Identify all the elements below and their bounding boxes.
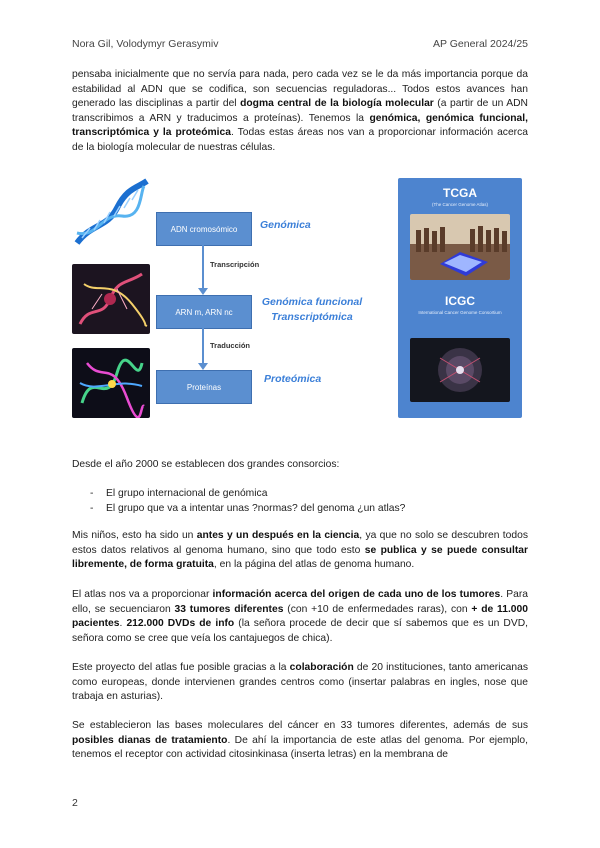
- consortia-panel: [398, 178, 522, 418]
- bold-text: información acerca del origen de cada uno de los tumores: [212, 589, 501, 600]
- arrow-down-icon: [198, 288, 208, 295]
- text: . De ahí la importancia de este atlas del genoma. Por ejemplo, tenemos el receptor con actividad citosinkinasa (inserta letras) en la membrana de: [72, 734, 529, 761]
- rna-box: ARN m, ARN nc: [156, 295, 252, 329]
- page-number: 2: [72, 797, 78, 809]
- list-item: - El grupo internacional de genómica: [72, 486, 528, 501]
- genomics-label: Genómica: [260, 219, 311, 231]
- text: . Todas estas áreas nos van a proporcionar información acerca de la biología molecular de nuestras células.: [72, 127, 528, 153]
- text: pensaba inicialmente que no servía para nada, pero cada vez se le da más importancia porque da estabilidad al ADN que se codifica, son secuencias reguladoras... Todos estos avances han generado las disciplinas a partir del: [72, 69, 528, 110]
- text: El atlas nos va a proporcionar: [72, 589, 213, 600]
- text: , ya que no solo se descubren todos estos datos relativos al genoma humano, sino que todo esto: [72, 530, 528, 556]
- tcga-image: [410, 214, 510, 280]
- paragraph-molecular-bases: [72, 719, 528, 763]
- text: Este proyecto del atlas fue posible gracias a la: [72, 662, 290, 673]
- text: Se establecieron las bases moleculares del cáncer en 33 tumores diferentes, además de sus: [72, 720, 528, 731]
- text: Mis niños, esto ha sido un: [72, 530, 197, 541]
- transcriptomics-label: Transcriptómica: [271, 311, 353, 323]
- icgc-title: ICGC: [445, 294, 475, 308]
- central-dogma-diagram: [72, 178, 372, 418]
- arrow-line: [202, 245, 204, 289]
- chromatin-image: [72, 264, 150, 334]
- bold-text: 33 tumores diferentes: [174, 603, 284, 615]
- proteomics-label: Proteómica: [264, 373, 322, 385]
- bold-text: se publica y se puede consultar libremente, de forma gratuita: [72, 544, 528, 571]
- text: (con +10 de enfermedades raras), con: [283, 603, 472, 615]
- bold-text: + de 11.000 pacientes: [72, 603, 528, 630]
- bold-text: posibles dianas de tratamiento: [72, 734, 228, 746]
- consortia-list: [72, 486, 528, 516]
- dna-helix-image: [72, 178, 150, 248]
- tcga-title: TCGA: [443, 186, 477, 200]
- arrow-line: [202, 328, 204, 364]
- bold-text: antes y un después en la ciencia: [196, 530, 360, 541]
- text: . Para ello, se secuenciaron: [72, 589, 528, 615]
- translation-label: Traducción: [210, 341, 251, 350]
- paragraph-atlas: [72, 588, 528, 646]
- text: (a partir de un ADN transcribimos a ARN y traducimos a proteínas). Tenemos la: [72, 98, 528, 124]
- protein-image: [72, 348, 150, 418]
- protein-box: Proteínas: [156, 370, 252, 404]
- bold-text: genómica, genómica funcional, transcriptómica y la proteómica: [72, 112, 528, 139]
- bold-text: dogma central de la biología molecular: [240, 98, 434, 110]
- arrow-down-icon: [198, 363, 208, 370]
- icgc-image: [410, 338, 510, 402]
- functional-genomics-label: Genómica funcional: [261, 296, 363, 308]
- text: .: [119, 618, 127, 630]
- list-item: - El grupo que va a intentar unas ?normas? del genoma ¿un atlas?: [72, 501, 528, 516]
- icgc-subtitle: International Cancer Genome Consortium: [418, 310, 502, 315]
- dna-box: ADN cromosómico: [156, 212, 252, 246]
- bold-text: 212.000 DVDs de info: [126, 618, 235, 630]
- text: , en la página del atlas de genoma humano.: [213, 559, 415, 571]
- paragraph-collaboration: [72, 661, 528, 705]
- paragraph-consortia: Desde el año 2000 se establecen dos grandes consorcios:: [72, 459, 340, 470]
- paragraph-before-after: [72, 529, 528, 573]
- transcription-label: Transcripción: [210, 260, 260, 269]
- page-header: [72, 38, 528, 50]
- text: (la señora procede de decir que sí sabemos que es un DVD, señora como se cree que veía los cantajuegos de chica).: [72, 618, 529, 644]
- tcga-subtitle: (The Cancer Genome Atlas): [431, 202, 489, 207]
- bold-text: colaboración: [289, 662, 354, 673]
- text: de 20 instituciones, tanto americanas como europeas, donde intervienen grandes centros como (insertar palabras en ingles, nose que trabaja en asturias).: [72, 662, 528, 703]
- header-authors: Nora Gil, Volodymyr Gerasymiv: [72, 38, 219, 50]
- header-course: AP General 2024/25: [433, 38, 528, 50]
- paragraph-dogma: [72, 68, 528, 156]
